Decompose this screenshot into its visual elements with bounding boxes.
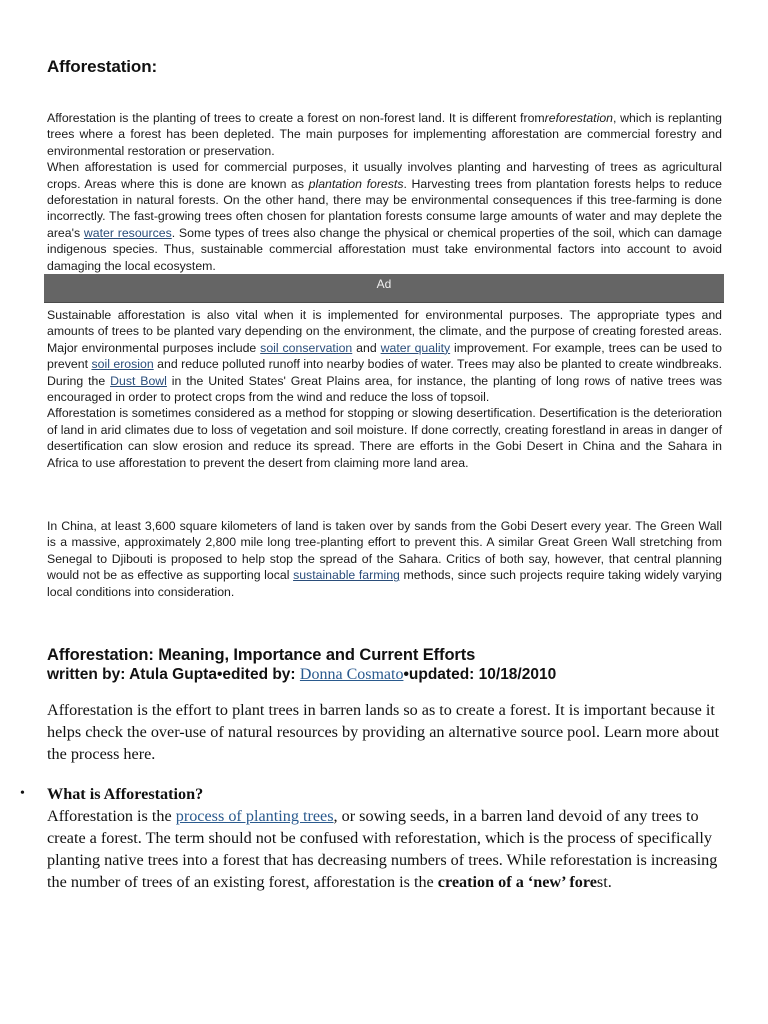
list-item (20, 783, 730, 893)
link-soil-erosion[interactable]: soil erosion (91, 357, 154, 372)
bold-phrase: creation of a ‘new’ fore (437, 873, 597, 891)
link-water-quality[interactable]: water quality (380, 340, 451, 355)
written-by-label: written by: (47, 666, 130, 683)
link-water-resources[interactable]: water resources (83, 225, 172, 240)
article-title: Afforestation: Meaning, Importance and Current Efforts (47, 646, 476, 664)
bullet-heading: What is Afforestation? (47, 785, 204, 803)
bullet-icon: • (20, 786, 25, 801)
text-span: in the United States' Great Plains area, for instance, the planting of long rows of native trees was encouraged in order to protect crops from the wind and reduce the loss of topsoil. (47, 373, 723, 405)
bullet-body (47, 805, 727, 893)
section2-body (47, 307, 722, 471)
text-span: improvement. For example, trees can be used to prevent (47, 340, 722, 372)
text-span: . Some types of trees also change the physical or chemical properties of the soil, which can damage indigenous species. Thus, sustainable commercial afforestation must take environmental factors into account to avoid damaging the local ecosystem. (47, 225, 722, 273)
article-bullet-list (20, 783, 730, 893)
edited-by-label: edited by: (222, 666, 300, 683)
section3-body (47, 518, 722, 600)
link-process-of-planting-trees[interactable]: process of planting trees (175, 807, 334, 825)
section-title-afforestation: Afforestation: (47, 57, 158, 76)
text-span: and (352, 340, 381, 355)
ad-label: Ad (376, 277, 392, 291)
paragraph-commercial (47, 159, 722, 274)
link-soil-conservation[interactable]: soil conservation (260, 340, 353, 355)
article-byline (47, 666, 556, 684)
italic-term-reforestation: reforestation (544, 111, 614, 125)
text-span: st. (596, 873, 612, 891)
paragraph-desertification: Afforestation is sometimes considered as a method for stopping or slowing desertification. Desertification is the deterioration of land in arid climates due to loss of vegetation and soil moisture. If done correctly, creating forestland in areas in danger of desertification can slow erosion and reduce its spread. There are efforts in the Gobi Desert in China and the Sahara in Africa to use afforestation to prevent the desert from claiming more land area. (47, 406, 722, 470)
italic-term-plantation-forests: plantation forests (308, 176, 404, 191)
text-span: When afforestation is used for commercial purposes, it usually involves planting and harvesting of trees as agricultural crops. Areas where this is done are known as (47, 160, 722, 191)
author-name: Atula Gupta (129, 666, 217, 683)
text-span: , or sowing seeds, in a barren land devoid of any trees to create a forest. The term should not be confused with reforestation, which is the process of specifically planting native trees into a forest that has decreasing numbers of trees. While reforestation is increasing the number of trees of an existing forest, afforestation is the (47, 807, 718, 891)
ad-banner[interactable] (44, 274, 724, 303)
text-span: Afforestation is the (47, 807, 176, 825)
paragraph-environmental (47, 307, 722, 405)
updated-label: updated: (408, 666, 479, 683)
paragraph-definition (47, 110, 722, 159)
text-span: and reduce polluted runoff into nearby bodies of water. Trees may also be planted to create windbreaks. During the (47, 357, 722, 388)
text-span: methods, since such projects require taking widely varying local conditions into consideration. (47, 568, 722, 599)
byline-separator: • (403, 666, 409, 683)
text-span: In China, at least 3,600 square kilometers of land is taken over by sands from the Gobi Desert every year. The Green Wall is a massive, approximately 2,800 mile long tree-planting effort to prevent this. A similar Great Green Wall stretching from Senegal to Djibouti is proposed to help stop the spread of the Sahara. Critics of both say, however, that central planning would not be as effective as supporting local (47, 519, 722, 583)
link-sustainable-farming[interactable]: sustainable farming (293, 568, 400, 583)
text-span: Afforestation is the planting of trees to create a forest on non-forest land. It is different from (47, 111, 545, 125)
paragraph-china-green-wall (47, 518, 722, 600)
text-span: . Harvesting trees from plantation forests helps to reduce deforestation in natural forests. On the other hand, there may be environmental consequences if this tree-farming is done incorrectly. The fast-growing trees often chosen for plantation forests consume large amounts of water and may deplete the area's (47, 176, 722, 240)
text-span: Sustainable afforestation is also vital when it is implemented for environmental purposes. The appropriate types and amounts of trees to be planted vary depending on the environment, the climate, and the purpose of creating forested areas. Major environmental purposes include (47, 308, 722, 355)
editor-link[interactable]: Donna Cosmato (299, 666, 404, 683)
text-span: , which is replanting trees where a forest has been depleted. The main purposes for implementing afforestation are commercial forestry and environmental restoration or preservation. (47, 111, 722, 158)
link-dust-bowl[interactable]: Dust Bowl (110, 373, 167, 388)
updated-date: 10/18/2010 (478, 666, 557, 683)
byline-separator: • (216, 666, 223, 683)
section1-body (47, 110, 722, 274)
article-intro: Afforestation is the effort to plant trees in barren lands so as to create a forest. It is important because it helps check the over-use of natural resources by providing an alternative source pool. Learn more about the process here. (47, 701, 720, 763)
